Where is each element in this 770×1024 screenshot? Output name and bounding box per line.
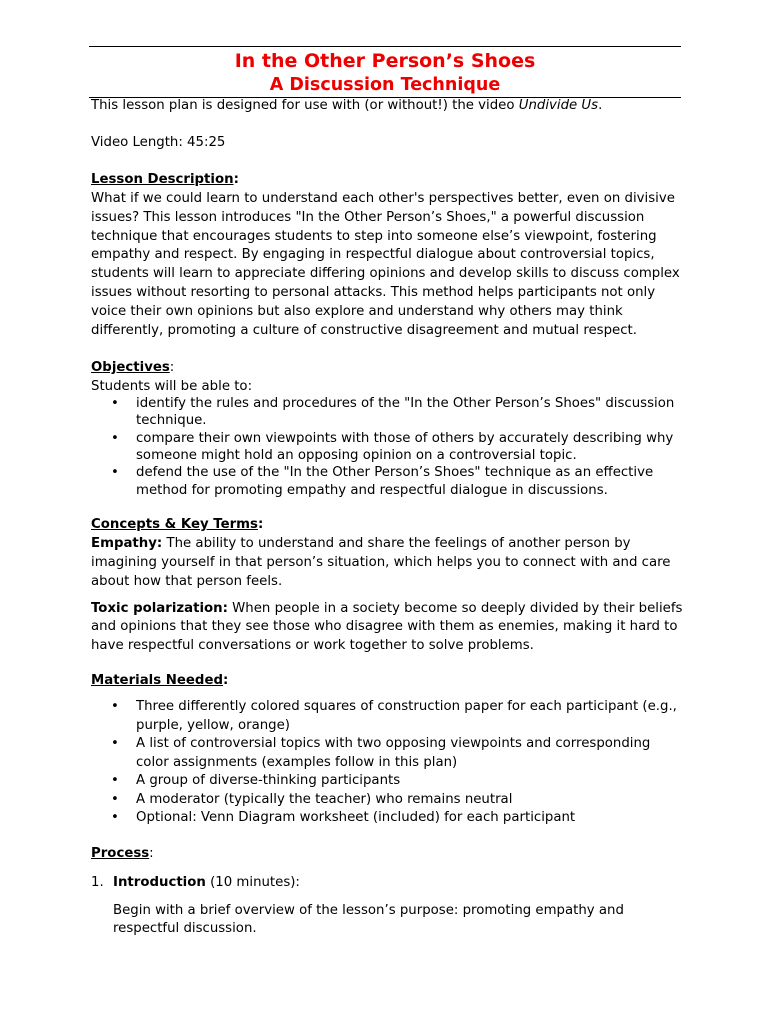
materials-heading: Materials Needed: [91,673,229,689]
list-item: • Optional: Venn Diagram worksheet (included) for each participant [136,809,687,828]
intro-suffix: . [598,98,603,113]
list-item: • defend the use of the "In the Other Person’s Shoes" technique as an effective method for promoting empathy and respectful dialogue in discussions. [111,465,654,498]
process-step-body: Begin with a brief overview of the lesson’s purpose: promoting empathy and respectful discussion. [113,902,624,937]
concepts-heading: Concepts & Key Terms: [91,516,264,532]
video-title: Undivide Us [518,98,599,113]
intro-text: This lesson plan is designed for use with (or without!) the video [91,98,519,113]
lesson-description-body: What if we could learn to understand each other's perspectives better, even on divisive issues? This lesson introduces "In the Other Person’s Shoes," a powerful discussion technique that encourages students to step into someone else’s viewpoint, fostering empathy and respect. By engaging in respectful dialogue about controversial topics, students will learn to appreciate differing opinions and develop skills to discuss complex issues without resorting to personal attacks. This method helps participants not only voice their own opinions but also explore and understand why others may think differently, promoting a culture of constructive disagreement and mutual respect. [91,190,680,339]
term-label: Toxic polarization: [91,600,228,616]
bullet-icon: • [111,791,119,807]
term-empathy [91,535,687,592]
materials-list [91,698,687,828]
objectives-list [91,395,687,499]
list-item: • identify the rules and procedures of the "In the Other Person’s Shoes" discussion technique. [111,396,675,429]
term-definition: The ability to understand and share the feelings of another person by imagining yourself in that person’s situation, which helps you to connect with and care about how that person feels. [91,535,671,589]
document-subtitle: A Discussion Technique [269,75,501,95]
process-heading: Process: [91,845,154,861]
list-item: • compare their own viewpoints with those of others by accurately describing why someone might hold an opposing opinion on a controversial topic. [111,430,674,464]
objectives-heading: Objectives: [91,359,175,375]
list-item: • A list of controversial topics with two opposing viewpoints and corresponding color assignments (examples follow in this plan) [111,736,651,770]
process-step [91,874,687,893]
step-title: Introduction [113,874,206,890]
document-body [91,97,687,939]
bullet-icon: • [111,773,119,789]
video-length: Video Length: 45:25 [91,134,226,150]
bullet-icon: • [111,810,119,826]
bullet-icon: • [111,430,119,446]
intro-paragraph [91,97,687,116]
bullet-icon: • [111,736,119,752]
document-title: In the Other Person’s Shoes [234,50,536,72]
step-duration: (10 minutes): [205,874,300,890]
bullet-icon: • [111,699,119,715]
objectives-lead: Students will be able to: [91,378,253,394]
term-toxic-polarization [91,600,687,657]
list-item: • A group of diverse-thinking participants [136,772,687,791]
term-label: Empathy: [91,535,163,551]
lesson-description-heading: Lesson Description: [91,171,239,187]
step-number: 1. [91,874,104,890]
top-rule [89,46,681,47]
bullet-icon: • [111,396,119,412]
term-definition: When people in a society become so deeply divided by their beliefs and opinions that they see those who disagree with them as enemies, making it hard to have respectful conversations or work together to solve problems. [91,600,683,654]
list-item: • Three differently colored squares of construction paper for each participant (e.g., purple, yellow, orange) [111,699,677,733]
bullet-icon: • [111,465,119,481]
list-item: • A moderator (typically the teacher) who remains neutral [136,791,687,810]
